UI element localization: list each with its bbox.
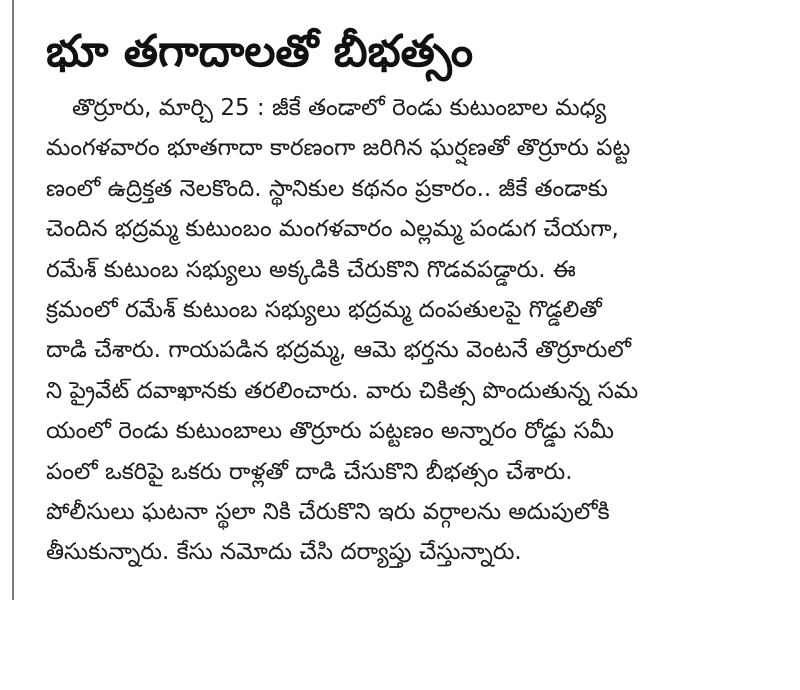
article-line: పంలో ఒకరిపై ఒకరు రాళ్లతో దాడి చేసుకొని బీభత్సం చేశారు. <box>46 458 573 485</box>
article-line: ణంలో ఉద్రిక్తత నెలకొంది. స్థానికుల కథనం ప్రకారం.. జీకే తండాకు <box>46 175 608 202</box>
article-line: క్రమంలో రమేశ్ కుటుంబ సభ్యులు భద్రమ్మ దంపతులపై గొడ్డలితో <box>46 297 602 324</box>
article-line: తీసుకున్నారు. కేసు నమోదు చేసి దర్యాప్తు చేస్తున్నారు. <box>46 539 522 566</box>
cropped-previous-text <box>40 0 740 8</box>
article-line: మంగళవారం భూతగాదా కారణంగా జరిగిన ఘర్షణతో తొర్రూరు పట్ట <box>46 135 631 162</box>
article-line: యంలో రెండు కుటుంబాలు తొర్రూరు పట్టణం అన్నారం రోడ్డు సమీ <box>46 418 614 445</box>
article-headline: భూ తగాదాలతో బీభత్సం <box>46 26 474 77</box>
article-line: దాడి చేశారు. గాయపడిన భద్రమ్మ, ఆమె భర్తను వెంటనే తొర్రూరులో <box>46 337 632 364</box>
article-line: ని ప్రైవేట్ దవాఖానకు తరలించారు. వారు చికిత్స పొందుతున్న సమ <box>46 377 639 404</box>
article-line: పోలీసులు ఘటనా స్థలా నికి చేరుకొని ఇరు వర్గాలను అదుపులోకి <box>46 499 610 526</box>
article-body <box>46 88 778 573</box>
column-divider <box>12 0 14 600</box>
article-line: తొర్రూరు, మార్చి 25 : జీకే తండాలో రెండు కుటుంబాల మధ్య <box>72 95 607 121</box>
article-line: రమేశ్ కుటుంబ సభ్యులు అక్కడికి చేరుకొని గొడవపడ్డారు. ఈ <box>46 256 576 283</box>
article-line: చెందిన భద్రమ్మ కుటుంబం మంగళవారం ఎల్లమ్మ పండుగ చేయగా, <box>46 216 619 243</box>
